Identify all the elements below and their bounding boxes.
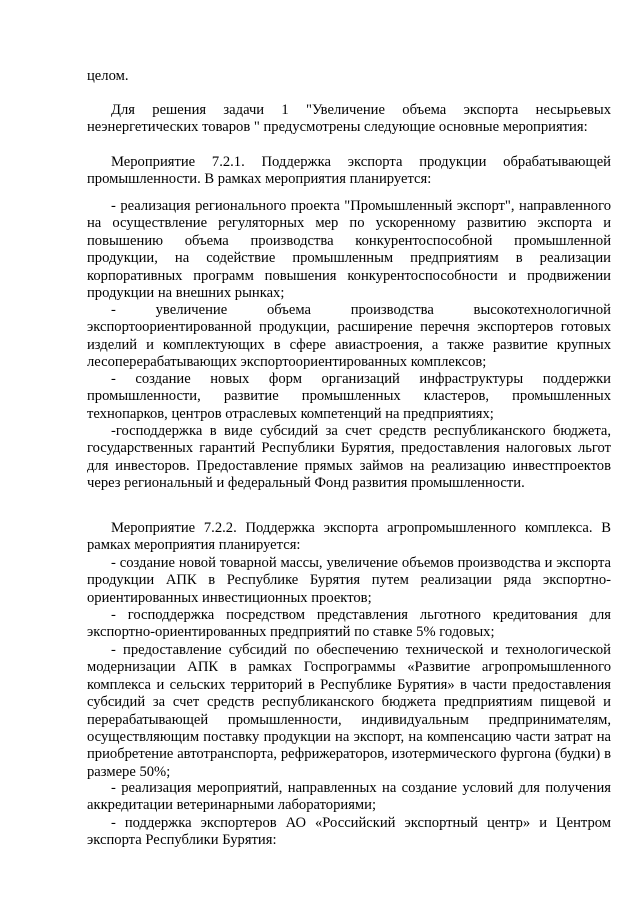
- list-item-preferential-credit: - господдержка посредством представления льготного кредитования для экспортно-ориентированных предприятий по ставке 5% годовых;: [87, 607, 611, 641]
- list-item-vet-lab-accreditation: - реализация мероприятий, направленных на создание условий для получения аккредитации ветеринарными лабораториями;: [87, 780, 611, 814]
- list-item-export-center-support: - поддержка экспортеров АО «Российский экспортный центр» и Центром экспорта Республики Бурятия:: [87, 815, 611, 849]
- list-item-new-commodity-mass: - создание новой товарной массы, увеличение объемов производства и экспорта продукции АПК в Республике Бурятия путем реализации ряда экспортно-ориентированных инвестиционных проектов;: [87, 555, 611, 606]
- list-item-infrastructure: - создание новых форм организаций инфраструктуры поддержки промышленности, развитие промышленных кластеров, промышленных технопарков, центров отраслевых компетенций на предприятиях;: [87, 371, 611, 422]
- list-item-subsidies-modernization: - предоставление субсидий по обеспечению технической и технологической модернизации АПК в рамках Госпрограммы «Развитие агропромышленного комплекса и сельских территорий в Республике Бурятия» в части предоставления субсидий за счет средств республиканского бюджета предприятиям пищевой и перерабатывающей промышленности, индивидуальным предпринимателям, осуществляющим поставку продукции на экспорт, на компенсацию части затрат на приобретение автотранспорта, рефрижераторов, изотермического фургона (будки) в размере 50%;: [87, 642, 611, 780]
- paragraph-measure-7-2-1: Мероприятие 7.2.1. Поддержка экспорта продукции обрабатывающей промышленности. В рамках мероприятия планируется:: [87, 154, 611, 188]
- list-item-state-support: -господдержка в виде субсидий за счет средств республиканского бюджета, государственных гарантий Республики Бурятия, предоставления налоговых льгот для инвесторов. Предоставление прямых займов на реализацию инвестпроектов через региональный и федеральный Фонд развития промышленности.: [87, 423, 611, 492]
- list-item-industrial-export: - реализация регионального проекта "Промышленный экспорт", направленного на осуществление регуляторных мер по ускоренному развитию экспорта и повышению объема производства конкурентоспособной промышленной продукции, на содействие промышленным предприятиям в реализации корпоративных программ повышения конкурентоспособности и продвижении продукции на внешних рынках;: [87, 198, 611, 302]
- list-item-high-tech-production: - увеличение объема производства высокотехнологичной экспортоориентированной продукции, расширение перечня экспортеров готовых изделий и комплектующих в сфере авиастроения, а также развитие крупных лесоперерабатывающих экспортоориентированных комплексов;: [87, 302, 611, 371]
- paragraph-measure-7-2-2: Мероприятие 7.2.2. Поддержка экспорта агропромышленного комплекса. В рамках мероприятия планируется:: [87, 520, 611, 554]
- paragraph-tail: целом.: [87, 68, 129, 84]
- paragraph-task-1: Для решения задачи 1 "Увеличение объема экспорта несырьевых неэнергетических товаров " предусмотрены следующие основные мероприятия:: [87, 102, 611, 136]
